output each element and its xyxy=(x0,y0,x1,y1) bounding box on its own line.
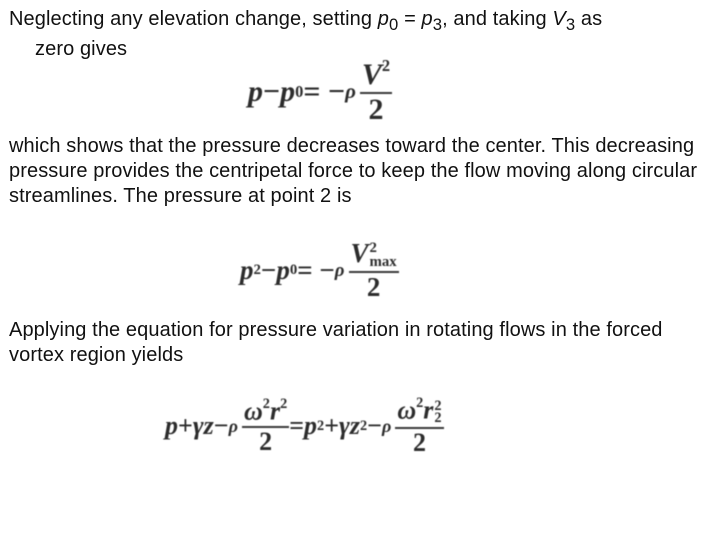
sub-3: 3 xyxy=(432,15,443,34)
eq2-p2: p xyxy=(240,255,254,286)
sub-v3: 3 xyxy=(565,15,576,34)
eq3-fraction-2 xyxy=(395,396,443,456)
intro-text: Neglecting any elevation change, setting xyxy=(9,8,378,30)
equation-2 xyxy=(240,240,399,301)
eq3-rho-2: ρ xyxy=(381,415,392,436)
eq2-p0: p xyxy=(276,255,290,286)
eq3-denominator-1: 2 xyxy=(259,427,273,457)
eq1-denominator: 2 xyxy=(368,93,384,127)
sub-0: 0 xyxy=(389,15,399,34)
eq1-fraction xyxy=(360,58,392,125)
eq3-numerator-1: $\omega^2r^2$ xyxy=(243,395,288,426)
eq3-gamma-z: γz xyxy=(192,411,214,441)
equals-sign: = xyxy=(398,8,422,30)
eq3-minus-2: − xyxy=(367,411,382,441)
eq2-rho: ρ xyxy=(334,259,345,281)
intro-text-mid: , and taking xyxy=(442,8,553,30)
eq2-p0-sub: 0 xyxy=(289,262,298,279)
eq3-gamma-z2: γz xyxy=(339,411,360,441)
equation-3 xyxy=(165,396,444,456)
eq2-fraction xyxy=(349,240,399,301)
var-p3: p xyxy=(421,8,433,30)
eq3-fraction-1 xyxy=(242,397,289,455)
eq3-rho-1: ρ xyxy=(228,415,238,436)
paragraph-intro xyxy=(9,7,714,62)
eq3-plus-1: + xyxy=(178,411,193,441)
eq3-p: p xyxy=(165,411,178,441)
eq3-p2: p xyxy=(304,411,318,441)
eq2-numerator: V 2 max xyxy=(350,238,397,270)
paragraph-forced-vortex: Applying the equation for pressure variation in rotating flows in the forced vortex region yields xyxy=(9,319,663,366)
intro-text-tail: as xyxy=(575,8,603,30)
eq1-numerator: $V^2$ xyxy=(361,56,391,92)
eq2-denominator: 2 xyxy=(366,272,381,303)
eq1-p0-sub: 0 xyxy=(295,81,304,101)
eq2-minus: − xyxy=(260,255,277,286)
paragraph-intro-line2: zero gives xyxy=(35,38,128,60)
eq3-numerator-2: $\omega^2r$ 2 2 xyxy=(397,395,442,427)
eq1-rho: ρ xyxy=(345,79,356,104)
eq3-p2-sub: 2 xyxy=(317,417,325,434)
equation-1 xyxy=(248,58,392,125)
paragraph-pressure-decrease: which shows that the pressure decreases toward the center. This decreasing pressure provides the centripetal force to keep the flow moving along circular streamlines. The pressure at point 2 is xyxy=(9,135,698,207)
eq3-plus-2: + xyxy=(324,411,340,441)
eq1-equals: = − xyxy=(303,74,346,108)
eq1-p: p xyxy=(248,74,263,108)
eq2-equals: = − xyxy=(297,255,335,286)
paragraph-intro-line1 xyxy=(9,7,714,37)
eq3-z2-sub: 2 xyxy=(359,417,368,434)
eq3-denominator-2: 2 xyxy=(412,428,426,458)
eq3-equals: = xyxy=(289,411,305,441)
var-p0: p xyxy=(377,8,390,30)
eq2-p2-sub: 2 xyxy=(253,262,261,279)
eq1-minus: − xyxy=(263,74,281,108)
eq1-p0: p xyxy=(280,74,296,108)
var-v3: V xyxy=(552,8,566,30)
eq3-minus-1: − xyxy=(213,411,229,441)
